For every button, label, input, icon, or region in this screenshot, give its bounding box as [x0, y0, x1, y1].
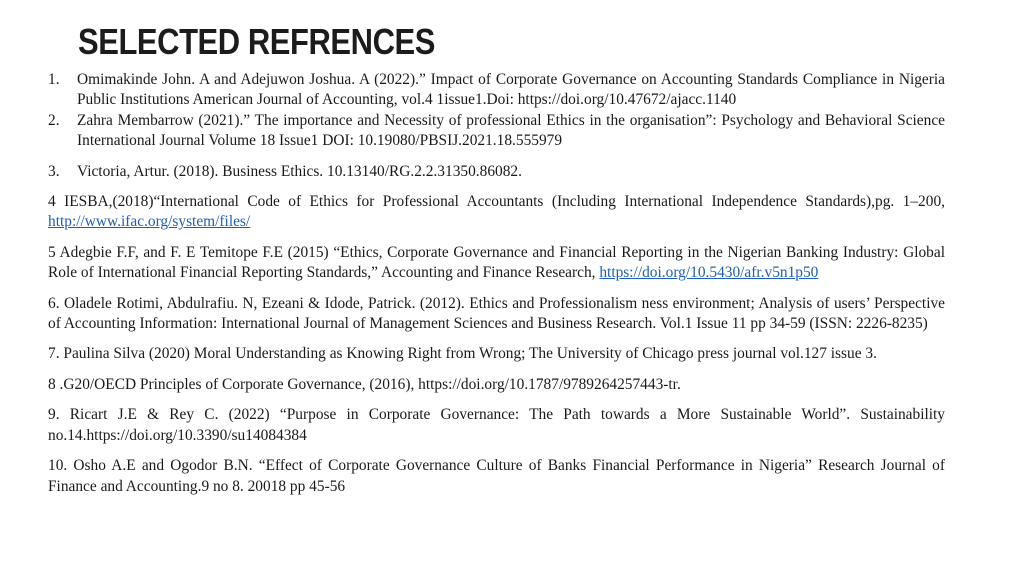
- reference-item-2: [48, 111, 945, 152]
- page-title: SELECTED REFRENCES: [78, 21, 435, 62]
- reference-text: Zahra Membarrow (2021).” The importance and Necessity of professional Ethics in the organisation”: Psychology and Behavioral Science International Journal Volume 18 Issue1 DOI: 10.19080/PBSIJ.2021.18.555979: [77, 111, 945, 150]
- reference-item-7: 7. Paulina Silva (2020) Moral Understanding as Knowing Right from Wrong; The University of Chicago press journal vol.127 issue 3.: [48, 345, 877, 363]
- reference-list: [48, 70, 945, 497]
- reference-item-1: [48, 70, 945, 111]
- reference-number: 3.: [48, 162, 60, 180]
- reference-item-10: 10. Osho A.E and Ogodor B.N. “Effect of Corporate Governance Culture of Banks Financial Performance in Nigeria” Research Journal of Finance and Accounting.9 no 8. 20018 pp 45-56: [48, 457, 945, 495]
- reference-text: Omimakinde John. A and Adejuwon Joshua. A (2022).” Impact of Corporate Governance on Accounting Standards Compliance in Nigeria Public Institutions American Journal of Accounting, vol.4 1issue1.Doi: https://doi.org/10.47672/ajacc.1140: [77, 71, 945, 109]
- reference-item-6: 6. Oladele Rotimi, Abdulrafiu. N, Ezeani & Idode, Patrick. (2012). Ethics and Professionalism ness environment; Analysis of users’ Perspective of Accounting Information: International Journal of Management Sciences and Business Research. Vol.1 Issue 11 pp 34-59 (ISSN: 2226-8235): [48, 294, 945, 333]
- reference-item-5: [48, 243, 945, 284]
- reference-item-8: 8 .G20/OECD Principles of Corporate Governance, (2016), https://doi.org/10.1787/9789264257443-tr.: [48, 375, 681, 393]
- reference-item-4: [48, 192, 945, 233]
- reference-text: 5 Adegbie F.F, and F. E Temitope F.E (2015) “Ethics, Corporate Governance and Financial Reporting in the Nigerian Banking Industry: Global Role of International Financial Reporting Standards,” Accounting and Finance Research,: [48, 243, 945, 282]
- reference-item-9: 9. Ricart J.E & Rey C. (2022) “Purpose in Corporate Governance: The Path towards a More Sustainable World”. Sustainability no.14.https://doi.org/10.3390/su14084384: [48, 406, 945, 444]
- reference-number: 1.: [48, 71, 60, 88]
- reference-link[interactable]: https://doi.org/10.5430/afr.v5n1p50: [599, 264, 819, 282]
- reference-item-3: [48, 162, 945, 182]
- reference-link[interactable]: http://www.ifac.org/system/files/: [48, 213, 251, 231]
- reference-text: 4 IESBA,(2018)“International Code of Ethics for Professional Accountants (Including International Independence Standards),pg. 1–200,: [48, 193, 945, 211]
- reference-number: 2.: [48, 111, 60, 129]
- reference-text: Victoria, Artur. (2018). Business Ethics. 10.13140/RG.2.2.31350.86082.: [77, 162, 522, 180]
